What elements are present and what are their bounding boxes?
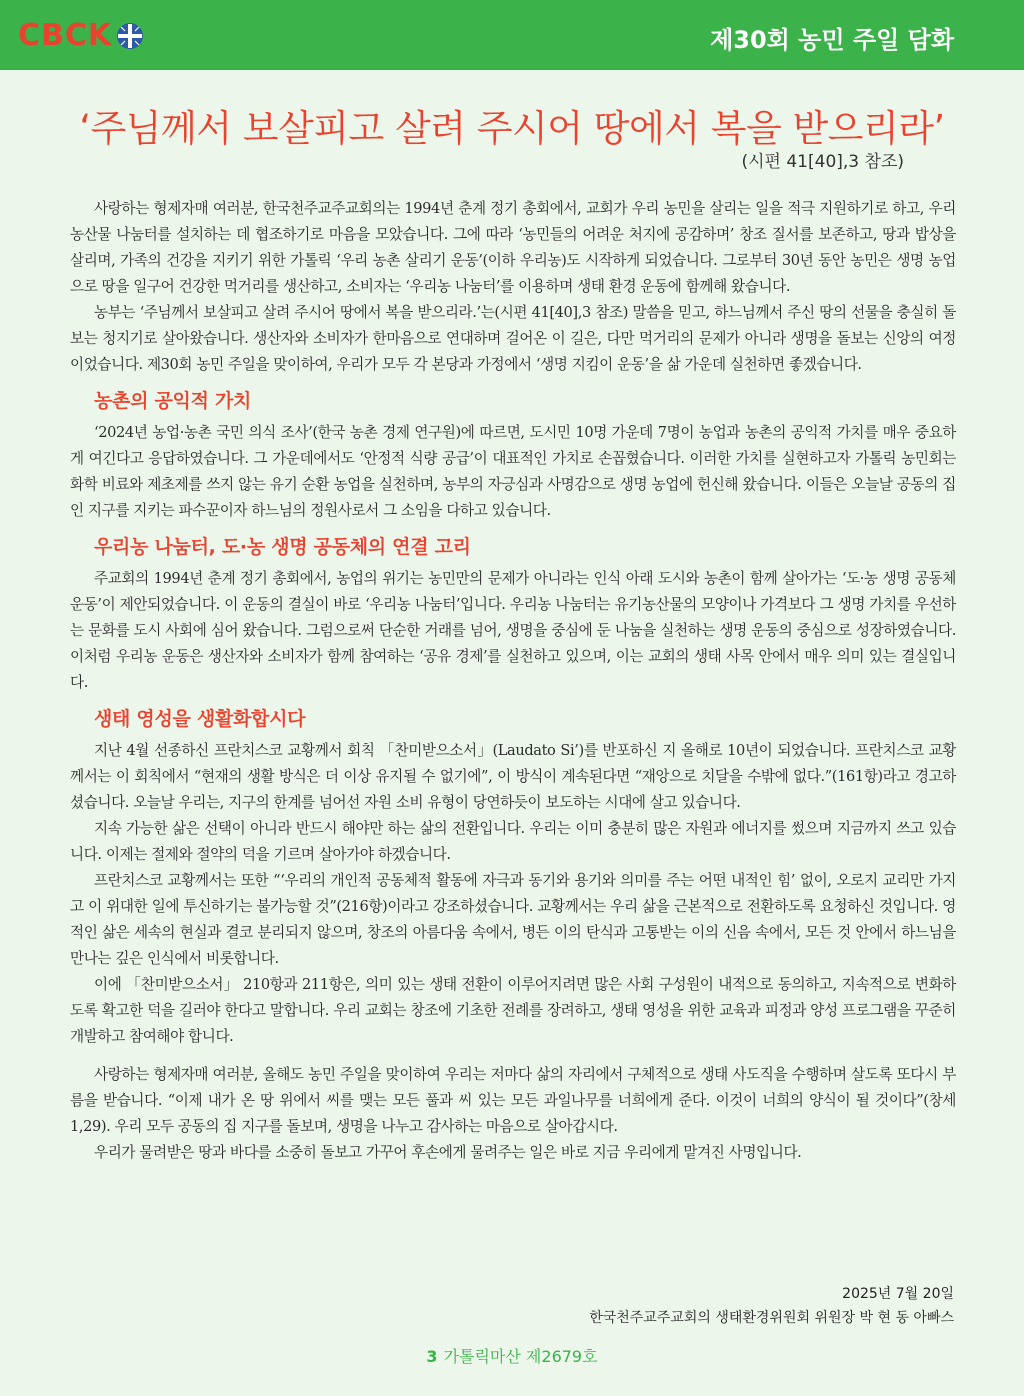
message-body	[70, 196, 956, 1166]
signature-block	[589, 1282, 954, 1330]
closing-paragraph: 우리가 물려받은 땅과 바다를 소중히 돌보고 가꾸어 후손에게 물려주는 일은 바로 지금 우리에게 맡겨진 사명입니다.	[94, 1144, 802, 1161]
signature-date: 2025년 7월 20일	[842, 1286, 954, 1302]
intro-paragraph: 사랑하는 형제자매 여러분, 한국천주교주교회의는 1994년 춘계 정기 총회에서, 교회가 우리 농민을 살리는 일을 적극 지원하기로 하고, 우리 농산물 나눔터를 설치하는 데 협조하기로 마음을 모았습니다. 그에 따라 ‘농민들의 어려운 처지에 공감하며’ 창조 질서를 보존하고, 땅과 밥상을 살리며, 가족의 건강을 지키기 위한 가톨릭 ‘우리 농촌 살리기 운동’(이하 우리농)도 시작하게 되었습니다. 그로부터 30년 동안 농민은 생명 농업으로 땅을 일구어 건강한 먹거리를 생산하고, 소비자는 ‘우리농 나눔터’를 이용하며 생태 환경 운동에 함께해 왔습니다.	[70, 200, 956, 295]
title-citation: (시편 41[40],3 참조)	[741, 152, 904, 172]
intro-paragraph: 농부는 ‘주님께서 보살피고 살려 주시어 땅에서 복을 받으리라.’는(시편 41[40],3 참조) 말씀을 믿고, 하느님께서 주신 땅의 선물을 충실히 돌보는 청지기로 살아왔습니다. 생산자와 소비자가 한마음으로 연대하며 걸어온 이 길은, 다만 먹거리의 문제가 아니라 생명을 돌보는 신앙의 여정이었습니다. 제30회 농민 주일을 맞이하여, 우리가 모두 각 본당과 가정에서 ‘생명 지킴이 운동’을 삶 가운데 실천하면 좋겠습니다.	[70, 304, 956, 373]
cross-emblem-icon	[115, 21, 145, 51]
header-title: 제30회 농민 주일 담화	[710, 26, 954, 54]
section-heading: 생태 영성을 생활화합시다	[94, 708, 306, 730]
section-paragraph: 주교회의 1994년 춘계 정기 총회에서, 농업의 위기는 농민만의 문제가 아니라는 인식 아래 도시와 농촌이 함께 살아가는 ‘도·농 생명 공동체 운동’이 제안되었습니다. 이 운동의 결실이 바로 ‘우리농 나눔터’입니다. 우리농 나눔터는 유기농산물의 모양이나 가격보다 그 생명 가치를 우선하는 문화를 도시 사회에 심어 왔습니다. 그럼으로써 단순한 거래를 넘어, 생명을 중심에 둔 나눔을 실천하는 생명 운동의 중심으로 성장하였습니다. 이처럼 우리농 운동은 생산자와 소비자가 함께 참여하는 ‘공유 경제’를 실천하고 있으며, 이는 교회의 생태 사목 안에서 매우 의미 있는 결실입니다.	[70, 570, 956, 691]
page-number: 3	[426, 1347, 438, 1366]
publication-name: 가톨릭마산 제2679호	[443, 1347, 598, 1366]
signature-author: 한국천주교주교회의 생태환경위원회 위원장 박 현 동 아빠스	[589, 1310, 954, 1326]
section-paragraph: 지난 4월 선종하신 프란치스코 교황께서 회칙 「찬미받으소서」(Laudato Si’)를 반포하신 지 올해로 10년이 되었습니다. 프란치스코 교황께서는 이 회칙에서 “현재의 생활 방식은 더 이상 유지될 수 없기에”, 이 방식이 계속된다면 “재앙으로 치달을 수밖에 없다.”(161항)라고 경고하셨습니다. 오늘날 우리는, 지구의 한계를 넘어선 자원 소비 유형이 당연하듯이 보도하는 시대에 살고 있습니다.	[70, 742, 956, 811]
section-paragraph: 이에 「찬미받으소서」 210항과 211항은, 의미 있는 생태 전환이 이루어지려면 많은 사회 구성원이 내적으로 동의하고, 지속적으로 변화하도록 확고한 덕을 길러야 한다고 말합니다. 우리 교회는 창조에 기초한 전례를 장려하고, 생태 영성을 위한 교육과 피정과 양성 프로그램을 꾸준히 개발하고 참여해야 합니다.	[70, 976, 956, 1045]
section-paragraph: ‘2024년 농업·농촌 국민 의식 조사’(한국 농촌 경제 연구원)에 따르면, 도시민 10명 가운데 7명이 농업과 농촌의 공익적 가치를 매우 중요하게 여긴다고 응답하였습니다. 그 가운데에서도 ‘안정적 식량 공급’이 대표적인 가치로 손꼽혔습니다. 이러한 가치를 실현하고자 가톨릭 농민회는 화학 비료와 제초제를 쓰지 않는 유기 순환 농업을 실천하며, 농부의 자긍심과 사명감으로 생명 농업에 헌신해 왔습니다. 이들은 오늘날 공동의 집인 지구를 지키는 파수꾼이자 하느님의 정원사로서 그 소임을 다하고 있습니다.	[70, 424, 956, 519]
logo-text: CBCK	[18, 18, 113, 53]
cbck-logo	[18, 18, 145, 53]
section-heading: 우리농 나눔터, 도·농 생명 공동체의 연결 고리	[94, 536, 471, 558]
section-paragraph: 지속 가능한 삶은 선택이 아니라 반드시 해야만 하는 삶의 전환입니다. 우리는 이미 충분히 많은 자원과 에너지를 썼으며 지금까지 쓰고 있습니다. 이제는 절제와 절약의 덕을 기르며 살아가야 하겠습니다.	[70, 820, 956, 863]
paragraph-gap	[70, 1050, 956, 1062]
section-heading: 농촌의 공익적 가치	[94, 390, 252, 412]
footer	[0, 1344, 1024, 1367]
page-title: ‘주님께서 보살피고 살려 주시어 땅에서 복을 받으리라’	[79, 107, 945, 150]
closing-paragraph: 사랑하는 형제자매 여러분, 올해도 농민 주일을 맞이하여 우리는 저마다 삶의 자리에서 구체적으로 생태 사도직을 수행하며 살도록 또다시 부름을 받습니다. “이제 내가 온 땅 위에서 씨를 맺는 모든 풀과 씨 있는 모든 과일나무를 너희에게 준다. 이것이 너희의 양식이 될 것이다”(창세 1,29). 우리 모두 공동의 집 지구를 돌보며, 생명을 나누고 감사하는 마음으로 살아갑시다.	[70, 1066, 956, 1135]
section-paragraph: 프란치스코 교황께서는 또한 “‘우리의 개인적 공동체적 활동에 자극과 동기와 용기와 의미를 주는 어떤 내적인 힘’ 없이, 오로지 교리만 가지고 이 위대한 일에 투신하기는 불가능할 것”(216항)이라고 강조하셨습니다. 교황께서는 우리 삶을 근본적으로 전환하도록 요청하신 것입니다. 영적인 삶은 세속의 현실과 결코 분리되지 않으며, 창조의 아름다움 속에서, 병든 이의 탄식과 고통받는 이의 신음 속에서, 모든 것 안에서 하느님을 만나는 깊은 인식에서 비롯합니다.	[70, 872, 956, 967]
header-bar	[0, 0, 1024, 70]
